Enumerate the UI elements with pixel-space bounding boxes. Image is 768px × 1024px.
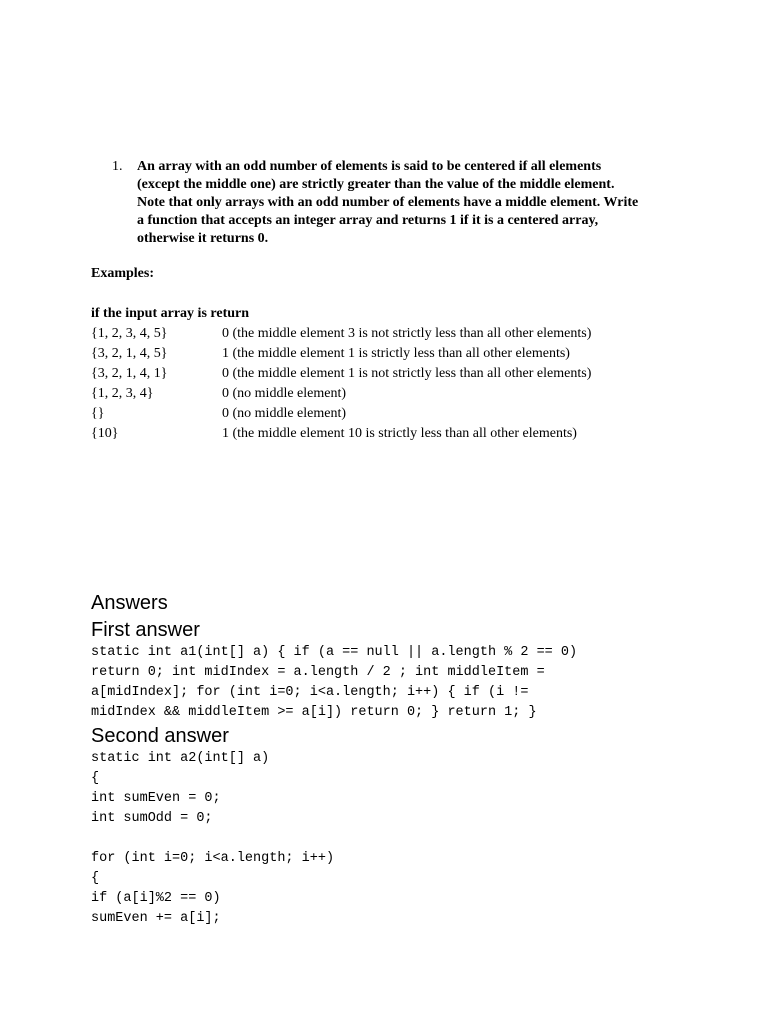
- table-row: [91, 324, 591, 344]
- example-input: {}: [91, 406, 105, 421]
- table-row: [91, 404, 591, 424]
- first-answer-heading: First answer: [91, 619, 200, 641]
- table-row: [91, 384, 591, 404]
- problem-text: [137, 158, 692, 248]
- table-row: [91, 364, 591, 384]
- examples-table: [91, 304, 591, 444]
- answers-heading: Answers: [91, 592, 168, 614]
- example-input: {3, 2, 1, 4, 5}: [91, 346, 168, 361]
- problem-line: (except the middle one) are strictly greater than the value of the middle element.: [137, 177, 615, 192]
- problem-line: otherwise it returns 0.: [137, 231, 269, 246]
- problem-line: An array with an odd number of elements is said to be centered if all elements: [137, 159, 602, 174]
- example-result: 1 (the middle element 10 is strictly less than all other elements): [222, 426, 577, 441]
- table-row: [91, 424, 591, 444]
- problem-line: Note that only arrays with an odd number of elements have a middle element. Write: [137, 195, 639, 210]
- example-result: 1 (the middle element 1 is strictly less than all other elements): [222, 346, 570, 361]
- first-answer-code: static int a1(int[] a) { if (a == null || a.length % 2 == 0) return 0; int midIndex = a.length / 2 ; int middleItem = a[midIndex]; for (int i=0; i<a.length; i++) { if (i != midIndex && middleItem >= a[i]) return 0; } return 1; }: [91, 645, 578, 720]
- examples-heading: Examples:: [91, 266, 154, 281]
- second-answer-code: static int a2(int[] a) { int sumEven = 0; int sumOdd = 0; for (int i=0; i<a.length; i++) { if (a[i]%2 == 0) sumEven += a[i];: [91, 751, 335, 926]
- example-result: 0 (no middle element): [222, 386, 347, 401]
- table-row: [91, 344, 591, 364]
- example-input: {10}: [91, 426, 119, 441]
- examples-header-row: if the input array is return: [91, 306, 250, 321]
- example-input: {1, 2, 3, 4, 5}: [91, 326, 168, 341]
- second-answer-heading: Second answer: [91, 725, 229, 747]
- problem-number: 1.: [112, 159, 123, 174]
- problem-line: a function that accepts an integer array and returns 1 if it is a centered array,: [137, 213, 599, 228]
- example-input: {3, 2, 1, 4, 1}: [91, 366, 168, 381]
- example-result: 0 (the middle element 1 is not strictly less than all other elements): [222, 366, 592, 381]
- problem-statement: [112, 158, 692, 248]
- example-input: {1, 2, 3, 4}: [91, 386, 154, 401]
- example-result: 0 (the middle element 3 is not strictly less than all other elements): [222, 326, 592, 341]
- example-result: 0 (no middle element): [222, 406, 347, 421]
